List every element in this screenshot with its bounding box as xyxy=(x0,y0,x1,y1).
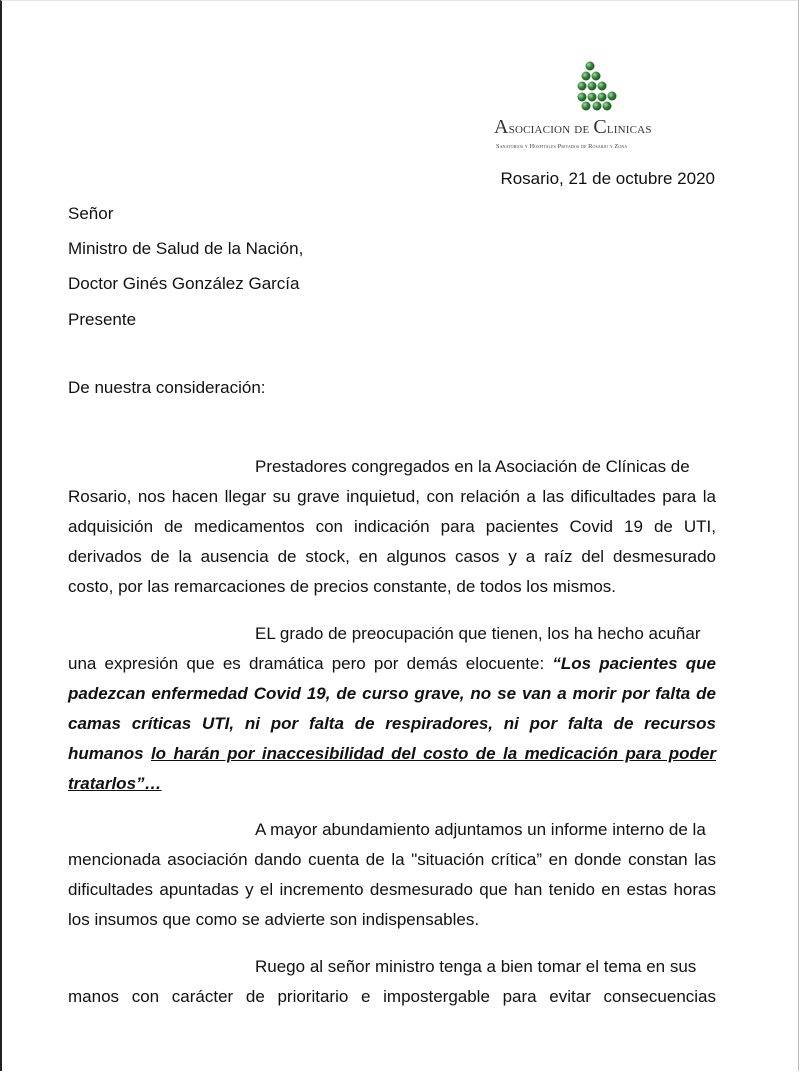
p1-line: Rosario, nos hacen llegar su grave inquietud, con relación a las dificultades para la xyxy=(68,487,716,506)
p3-line: mencionada asociación dando cuenta de la "situación crítica” en donde constan las xyxy=(68,850,716,869)
paragraph-4 xyxy=(68,952,716,1012)
p2-quote-start: “Los pacientes que xyxy=(552,654,716,673)
association-logo xyxy=(494,60,704,160)
p2-underlined-text: lo harán por inaccesibilidad del costo de la medicación para poder xyxy=(150,744,716,763)
p2-plain-text: una expresión que es dramática pero por demás elocuente: xyxy=(68,654,553,673)
p2-quote-line xyxy=(68,739,716,769)
recipient-line-4: Presente xyxy=(68,310,137,329)
recipient-line-2: Ministro de Salud de la Nación, xyxy=(68,239,304,258)
p2-quote-line: camas críticas UTI, ni por falta de respiradores, ni por falta de recursos xyxy=(68,714,716,733)
recipient-line-3: Doctor Ginés González García xyxy=(68,274,300,293)
p1-line: adquisición de medicamentos con indicación para pacientes Covid 19 de UTI, xyxy=(68,517,716,536)
p2-quote-word: humanos xyxy=(68,744,151,763)
p1-line: Prestadores congregados en la Asociación de Clínicas de xyxy=(255,457,690,476)
salutation: De nuestra consideración: xyxy=(68,378,266,397)
paragraph-1 xyxy=(68,452,716,602)
p2-line xyxy=(68,649,716,679)
logo-subtitle: Sanatorios y Hospitales Privados de Rosario y Zona xyxy=(496,143,628,150)
p4-line: manos con carácter de prioritario e impostergable para evitar consecuencias xyxy=(68,987,716,1006)
paragraph-3 xyxy=(68,815,716,935)
p1-line: costo, por las remarcaciones de precios constante, de todos los mismos. xyxy=(68,577,617,596)
p3-line: A mayor abundamiento adjuntamos un informe interno de la xyxy=(255,820,706,839)
p1-line: derivados de la ausencia de stock, en algunos casos y a raíz del desmesurado xyxy=(68,547,716,566)
paragraph-2 xyxy=(68,619,716,799)
recipient-line-1: Señor xyxy=(68,204,114,223)
dots-pyramid-icon xyxy=(576,60,632,112)
p2-line: EL grado de preocupación que tienen, los ha hecho acuñar xyxy=(255,624,701,643)
p2-quote-line xyxy=(68,769,716,799)
p2-quote-line: padezcan enfermedad Covid 19, de curso grave, no se van a morir por falta de xyxy=(68,684,716,703)
p4-line: Ruego al señor ministro tenga a bien tomar el tema en sus xyxy=(255,957,697,976)
p3-line: los insumos que como se advierte son indispensables. xyxy=(68,910,480,929)
letter-date: Rosario, 21 de octubre 2020 xyxy=(500,169,715,188)
p2-underlined-end: tratarlos”… xyxy=(68,774,162,793)
p3-line: dificultades apuntadas y el incremento desmesurado que han tenido en estas horas xyxy=(68,880,716,899)
logo-name: Asociacion de Clinicas xyxy=(494,116,652,138)
